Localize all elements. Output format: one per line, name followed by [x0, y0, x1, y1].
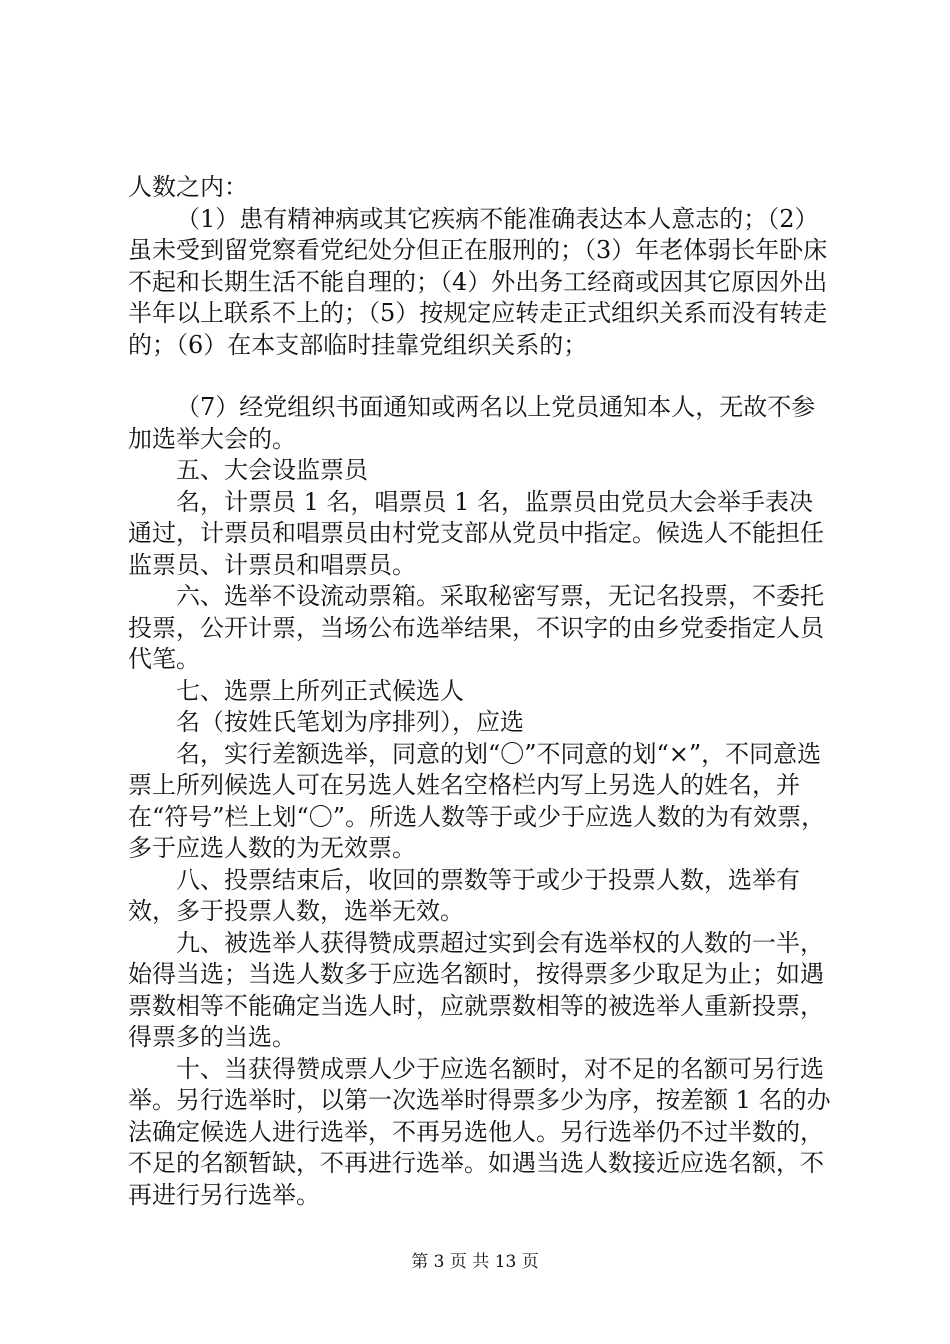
paragraph-section-6: 六、选举不设流动票箱。采取秘密写票，无记名投票，不委托投票，公开计票，当场公布选举结果，不识字的由乡党委指定人员代笔。	[128, 582, 824, 673]
paragraph-section-7-body: 名，实行差额选举，同意的划“〇”不同意的划“×”，不同意选票上所列候选人可在另选人姓名空格栏内写上另选人的姓名，并在“符号”栏上划“〇”。所选人数等于或少于应选人数的为有效票，多于应选人数的为无效票。	[128, 739, 826, 862]
paragraph-section-5-body: 名，计票员 1 名，唱票员 1 名，监票员由党员大会举手表决通过，计票员和唱票员由村党支部从党员中指定。候选人不能担任监票员、计票员和唱票员。	[128, 487, 824, 579]
document-body	[128, 172, 834, 1211]
paragraph-section-5-heading: 五、大会设监票员	[176, 456, 368, 484]
paragraph-section-7-heading: 七、选票上所列正式候选人	[176, 676, 464, 705]
paragraph-section-7-line-2: 名（按姓氏笔划为序排列），应选	[176, 708, 524, 736]
page-number-footer: 第 3 页 共 13 页	[411, 1252, 539, 1272]
paragraph-continuation: 人数之内：	[128, 173, 248, 201]
paragraph-exclusions-1-6: （1）患有精神病或其它疾病不能准确表达本人意志的；（2）虽未受到留党察看党纪处分但正在服刑的；（3）年老体弱长年卧床不起和长期生活不能自理的；（4）外出务工经商或因其它原因外出半年以上联系不上的；（5）按规定应转走正式组织关系而没有转走的；（6）在本支部临时挂靠党组织关系的；	[128, 204, 828, 359]
paragraph-section-9: 九、被选举人获得赞成票超过实到会有选举权的人数的一半，始得当选；当选人数多于应选名额时，按得票多少取足为止；如遇票数相等不能确定当选人时，应就票数相等的被选举人重新投票，得票多的当选。	[128, 928, 824, 1051]
paragraph-spacer	[128, 361, 834, 392]
paragraph-section-10: 十、当获得赞成票人少于应选名额时，对不足的名额可另行选举。另行选举时，以第一次选举时得票多少为序，按差额 1 名的办法确定候选人进行选举，不再另选他人。另行选举仍不过半数的，不足的名额暂缺，不再进行选举。如遇当选人数接近应选名额，不再进行另行选举。	[128, 1054, 831, 1209]
paragraph-exclusion-7: （7）经党组织书面通知或两名以上党员通知本人，无故不参加选举大会的。	[128, 393, 816, 453]
paragraph-section-8: 八、投票结束后，收回的票数等于或少于投票人数，选举有效，多于投票人数，选举无效。	[128, 865, 800, 925]
